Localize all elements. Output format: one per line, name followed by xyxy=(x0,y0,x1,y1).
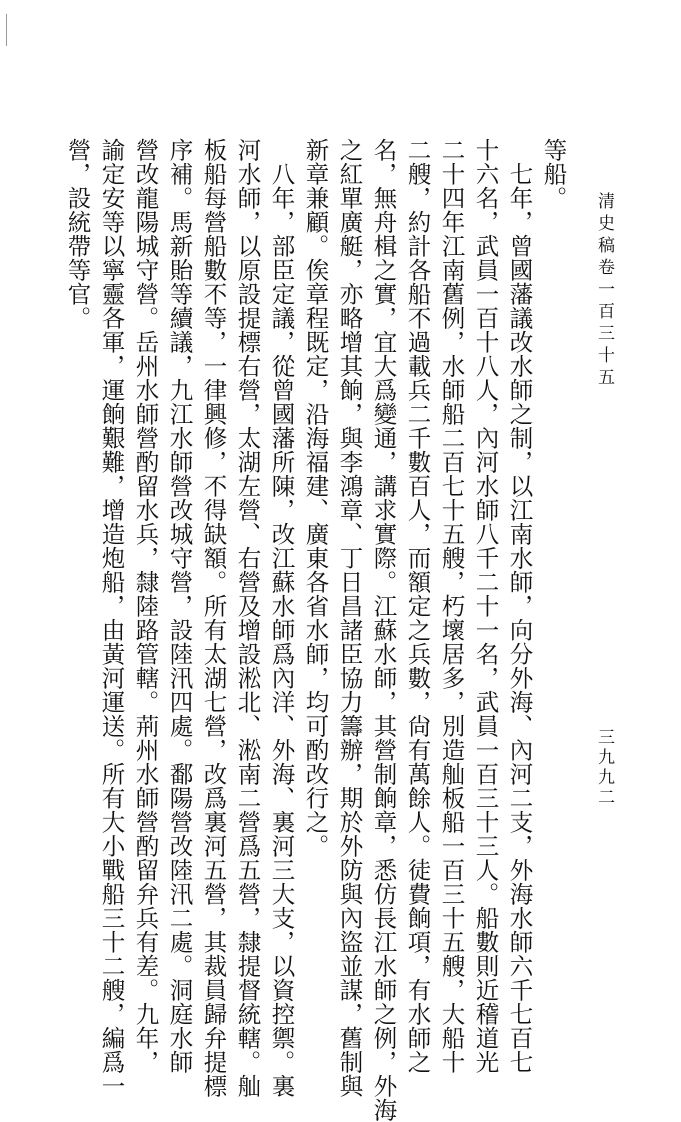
running-header-title: 清史稿卷一百三十五 xyxy=(594,192,614,390)
text-column-8: 新章兼顧。俟章程既定，沿海福建、廣東各省水師，均可酌改行之。 xyxy=(301,138,330,858)
text-column-6: 名，無舟楫之實，宜大爲變通，講求實際。江蘇水師，其營制餉章，悉仿長江水師之例，外海 xyxy=(369,138,398,1122)
page-number: 三九九二 xyxy=(594,728,614,808)
text-column-11: 板船每營船數不等，一律興修，不得缺額。所有太湖七營，改爲裏河五營，其裁員歸弁提標 xyxy=(199,138,228,1098)
text-column-13: 營改龍陽城守營。岳州水師營酌留水兵，隸陸路管轄。荊州水師營酌留弁兵有差。九年， xyxy=(131,138,160,1074)
text-column-3: 十六名，武員一百十八人，內河水師八千二十一名，武員一百三十三人。船數則近稽道光 xyxy=(471,138,500,1074)
edge-mark xyxy=(6,14,7,46)
text-column-1: 等船。 xyxy=(539,138,568,210)
text-column-5: 二艘，約計各船不過載兵二千數百人，而額定之兵數，尙有萬餘人。徒費餉項，有水師之 xyxy=(403,138,432,1074)
text-column-9: 八年，部臣定議，從曾國藩所陳，改江蘇水師爲內洋、外海、裏河三大支，以資控禦。裏 xyxy=(267,138,296,1098)
text-column-12: 序補。馬新貽等續議，九江水師營改城守營，設陸汛四處。鄱陽營改陸汛二處。洞庭水師 xyxy=(165,138,194,1074)
text-column-2: 七年，曾國藩議改水師之制，以江南水師，向分外海、內河二支，外海水師六千七百七 xyxy=(505,138,534,1074)
text-column-7: 之紅單廣艇，亦略增其餉，與李鴻章、丁日昌諸臣協力籌辦，期於外防與內盜並謀，舊制與 xyxy=(335,138,364,1098)
text-column-15: 營，設統帶等官。 xyxy=(63,138,92,330)
text-column-4: 二十四年江南舊例，水師船二百七十五艘，朽壞居多，別造舢板船一百三十五艘，大船十 xyxy=(437,138,466,1074)
text-column-10: 河水師，以原設提標右營，太湖左營、右營及增設淞北、淞南二營爲五營，隸提督統轄。舢 xyxy=(233,138,262,1098)
text-column-14: 諭定安等以寧靈各軍，運餉艱難，增造炮船，由黃河運送。所有大小戰船三十二艘，編爲一 xyxy=(97,138,126,1098)
